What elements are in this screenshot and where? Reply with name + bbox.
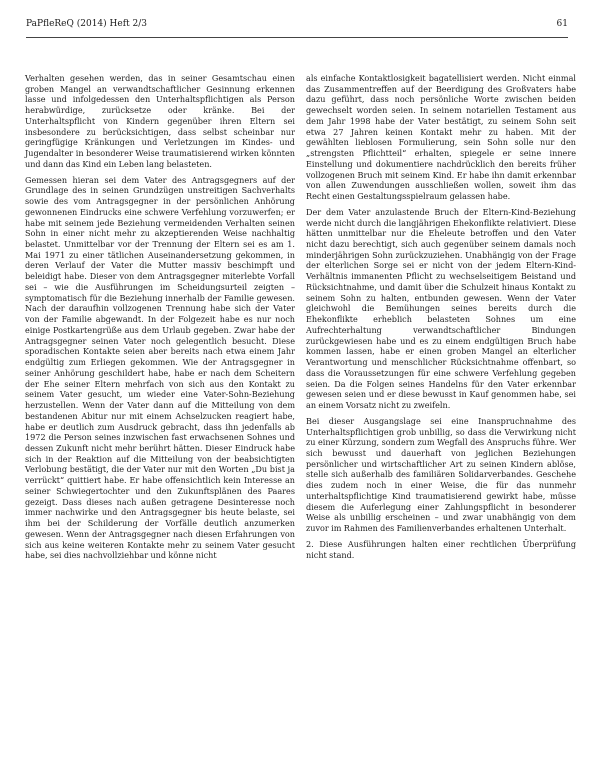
paragraph: Gemessen hieran sei dem Vater des Antragsgegners auf der Grundlage des in seinen Grundzügen unstreitigen Sachverhalts sowie des vom Antragsgegner in der persönlichen Anhörung gewonnenen Eindrucks eine schwere Verfehlung vorzuwerfen; er habe mit seinem jede Beziehung vermeidenden Verhalten seinen Sohn in einer nicht mehr zu akzeptierenden Weise nachhaltig belastet. Unmittelbar vor der Trennung der Eltern sei es am 1. Mai 1971 zu einer tätlichen Auseinandersetzung gekommen, in deren Verlauf der Vater die Mutter massiv beschimpft und beleidigt habe. Dieser von dem Antragsgegner miterlebte Vorfall sei – wie die Ausführungen im Scheidungsurteil zeigten – symptomatisch für die Beziehung innerhalb der Familie gewesen. Nach der daraufhin vollzogenen Trennung habe sich der Vater von der Familie abgewandt. In der Folgezeit habe es nur noch einige Postkartengrüße aus dem Urlaub gegeben. Zwar habe der Antragsgegner seinen Vater noch gelegentlich besucht. Diese sporadischen Kontakte seien aber bereits nach etwa einem Jahr endgültig zum Erliegen gekommen. Wie der Antragsgegner in seiner Anhörung geschildert habe, habe er nach dem Scheitern der Ehe seiner Eltern mehrfach von sich aus den Kontakt zu seinem Vater gesucht, um wieder eine Vater-Sohn-Beziehung herzustellen. Wenn der Vater dann auf die Mitteilung von dem bestandenen Abitur nur mit einem Achselzucken reagiert habe, habe er deutlich zum Ausdruck gebracht, dass ihn jedenfalls ab 1972 die Person seines inzwischen fast erwachsenen Sohnes und dessen Zukunft nicht mehr berührt hätten. Dieser Eindruck habe sich in der Reaktion auf die Mitteilung von der beabsichtigten Verlobung bestätigt, die der Vater nur mit den Worten „Du bist ja verrückt“ quittiert habe. Er habe offensichtlich kein Interesse an seiner Schwiegertochter und den Zukunftsplänen des Paares gezeigt. Dass dieses nach außen getragene Desinteresse noch immer nachwirke und den Antragsgegner bis heute belaste, sei ihm bei der Schilderung der Vorfälle deutlich anzumerken gewesen. Wenn der Antragsgegner nach diesen Erfahrungen von sich aus keine weiteren Kontakte mehr zu seinem Vater gesucht habe, sei dies nachvollziehbar und könne nicht xyxy=(25,174,295,561)
paragraph: Bei dieser Ausgangslage sei eine Inanspruchnahme des Unterhaltspflichtigen grob unbillig, so dass die Verwirkung nicht zu einer Kürzung, sondern zum Wegfall des Anspruchs führe. Wer sich bewusst und dauerhaft von jeglichen Beziehungen persönlicher und wirtschaftlicher Art zu seinen Kindern ablöse, stelle sich außerhalb des familiären Solidarverbandes. Geschehe dies zudem noch in einer Weise, die für das nunmehr unterhaltspflichtige Kind traumatisierend gewirkt habe, müsse diesem die Auferlegung einer Zahlungspflicht in besonderer Weise als unbillig erscheinen – und zwar unabhängig von dem zuvor im Rahmen des Familienverbandes erhaltenen Unterhalt. xyxy=(306,415,576,534)
paragraph: als einfache Kontaktlosigkeit bagatellisiert werden. Nicht einmal das Zusammentreffen auf der Beerdigung des Großvaters habe dazu geführt, dass noch persönliche Worte zwischen beiden gewechselt worden seien. In seinem notariellen Testament aus dem Jahr 1998 habe der Vater bestätigt, zu seinem Sohn seit etwa 27 Jahren keinen Kontakt mehr zu haben. Mit der gewählten lieblosen Formulierung, sein Sohn solle nur den „strengsten Pflichtteil“ erhalten, spiegele er seine innere Einstellung und dokumentiere nachdrücklich den bereits früher vollzogenen Bruch mit seinem Kind. Er habe ihn damit erkennbar von allen Zuwendungen ausschließen wollen, soweit ihm das Recht einen Gestaltungsspielraum gelassen habe. xyxy=(306,73,576,202)
paragraph: Verhalten gesehen werden, das in seiner Gesamtschau einen groben Mangel an verwandtschaftlicher Gesinnung erkennen lasse und infolgedessen den Unterhaltspflichtigen als Person herabwürdige, zurücksetze oder kränke. Bei der Unterhaltspflicht von Kindern gegenüber ihren Eltern sei insbesondere zu berücksichtigen, dass selbst scheinbar nur geringfügige Kränkungen und Verletzungen im Kindes- und Jugendalter in besonderer Weise traumatisierend wirken könnten und dann das Kind ein Leben lang belasteten. xyxy=(25,73,295,169)
paragraph: 2. Diese Ausführungen halten einer rechtlichen Überprüfung nicht stand. xyxy=(306,538,576,560)
right-column xyxy=(306,73,576,565)
running-header xyxy=(26,15,568,38)
left-column xyxy=(25,73,295,566)
page-number: 61 xyxy=(556,19,568,29)
paragraph: Der dem Vater anzulastende Bruch der Eltern-Kind-Beziehung werde nicht durch die langjährigen Ehekonflikte relativiert. Diese hätten unmittelbar nur die Eheleute betroffen und den Vater nicht dazu berechtigt, sich auch gegenüber seinem damals noch minderjährigen Sohn zurückzuziehen. Unabhängig von der Frage der elterlichen Sorge sei er nicht von der jedem Eltern-Kind-Verhältnis immanenten Pflicht zu wechselseitigem Beistand und Rücksichtnahme, und damit über die Schulzeit hinaus Kontakt zu seinem Sohn zu halten, entbunden gewesen. Wenn der Vater gleichwohl die Bemühungen seines bereits durch die Ehekonflikte erheblich belasteten Sohnes um eine Aufrechterhaltung verwandtschaftlicher Bindungen zurückgewiesen habe und es zu einem endgültigen Bruch habe kommen lassen, habe er einen groben Mangel an elterlicher Verantwortung und menschlicher Rücksichtnahme offenbart, so dass die Voraussetzungen für eine schwere Verfehlung gegeben seien. Da die Folgen seines Handelns für den Vater erkennbar gewesen seien und er diese bewusst in Kauf genommen habe, sei an einem Vorsatz nicht zu zweifeln. xyxy=(306,206,576,411)
journal-reference: PaPfleReQ (2014) Heft 2/3 xyxy=(26,19,147,29)
